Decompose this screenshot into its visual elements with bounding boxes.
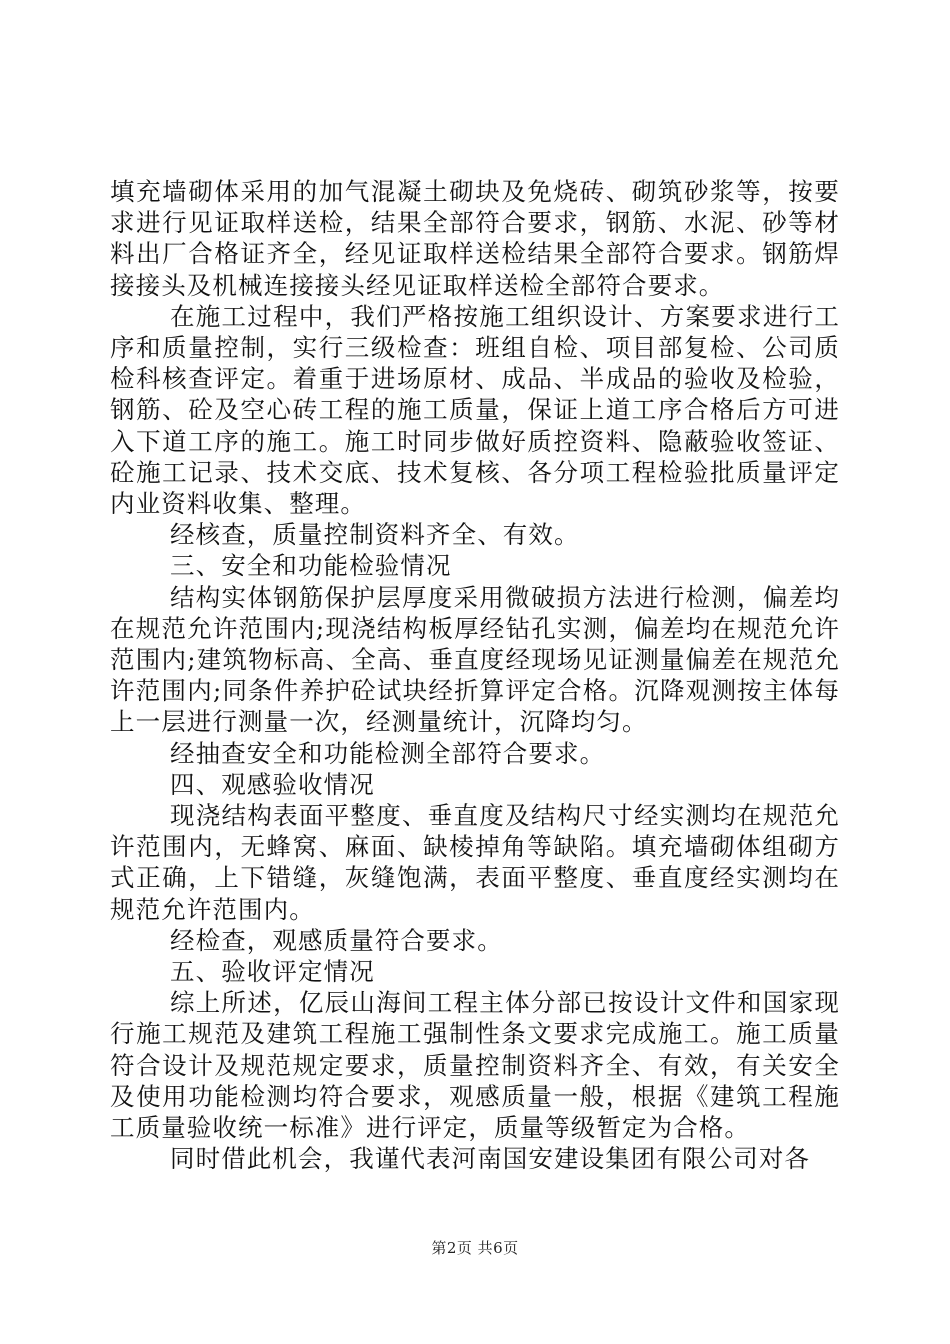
paragraph-safety-testing: 结构实体钢筋保护层厚度采用微破损方法进行检测，偏差均在规范允许范围内;现浇结构板厚经钻孔实测，偏差均在规范允许范围内;建筑物标高、全高、垂直度经现场见证测量偏差在规范允许范围内;同条件养护砼试块经折算评定合格。沉降观测按主体每上一层进行测量一次，经测量统计，沉降均匀。	[110, 582, 840, 737]
section-heading-appearance: 四、观感验收情况	[170, 769, 375, 799]
paragraph-quality-conclusion: 经核查，质量控制资料齐全、有效。	[170, 520, 580, 550]
section-heading-evaluation: 五、验收评定情况	[170, 957, 375, 987]
section-heading-safety: 三、安全和功能检验情况	[170, 551, 452, 581]
paragraph-evaluation: 综上所述，亿辰山海间工程主体分部已按设计文件和国家现行施工规范及建筑工程施工强制性条文要求完成施工。施工质量符合设计及规范规定要求，质量控制资料齐全、有效，有关安全及使用功能检测均符合要求，观感质量一般，根据《建筑工程施工质量验收统一标准》进行评定，质量等级暂定为合格。	[110, 988, 840, 1143]
paragraph-materials: 填充墙砌体采用的加气混凝土砌块及免烧砖、砌筑砂浆等，按要求进行见证取样送检，结果全部符合要求，钢筋、水泥、砂等材料出厂合格证齐全，经见证取样送检结果全部符合要求。钢筋焊接接头及机械连接接头经见证取样送检全部符合要求。	[110, 177, 840, 300]
paragraph-appearance: 现浇结构表面平整度、垂直度及结构尺寸经实测均在规范允许范围内，无蜂窝、麻面、缺棱掉角等缺陷。填充墙砌体组砌方式正确，上下错缝，灰缝饱满，表面平整度、垂直度经实测均在规范允许范围内。	[110, 801, 840, 924]
paragraph-closing: 同时借此机会，我谨代表河南国安建设集团有限公司对各	[170, 1144, 810, 1174]
paragraph-safety-conclusion: 经抽查安全和功能检测全部符合要求。	[170, 738, 606, 768]
paragraph-process-control: 在施工过程中，我们严格按施工组织设计、方案要求进行工序和质量控制，实行三级检查：班组自检、项目部复检、公司质检科核查评定。着重于进场原材、成品、半成品的验收及检验，钢筋、砼及空心砖工程的施工质量，保证上道工序合格后方可进入下道工序的施工。施工时同步做好质控资料、隐蔽验收签证、砼施工记录、技术交底、技术复核、各分项工程检验批质量评定内业资料收集、整理。	[110, 301, 840, 519]
paragraph-appearance-conclusion: 经检查，观感质量符合要求。	[170, 925, 503, 955]
document-body	[110, 176, 840, 1175]
page-number-footer: 第2页 共6页	[431, 1239, 519, 1257]
